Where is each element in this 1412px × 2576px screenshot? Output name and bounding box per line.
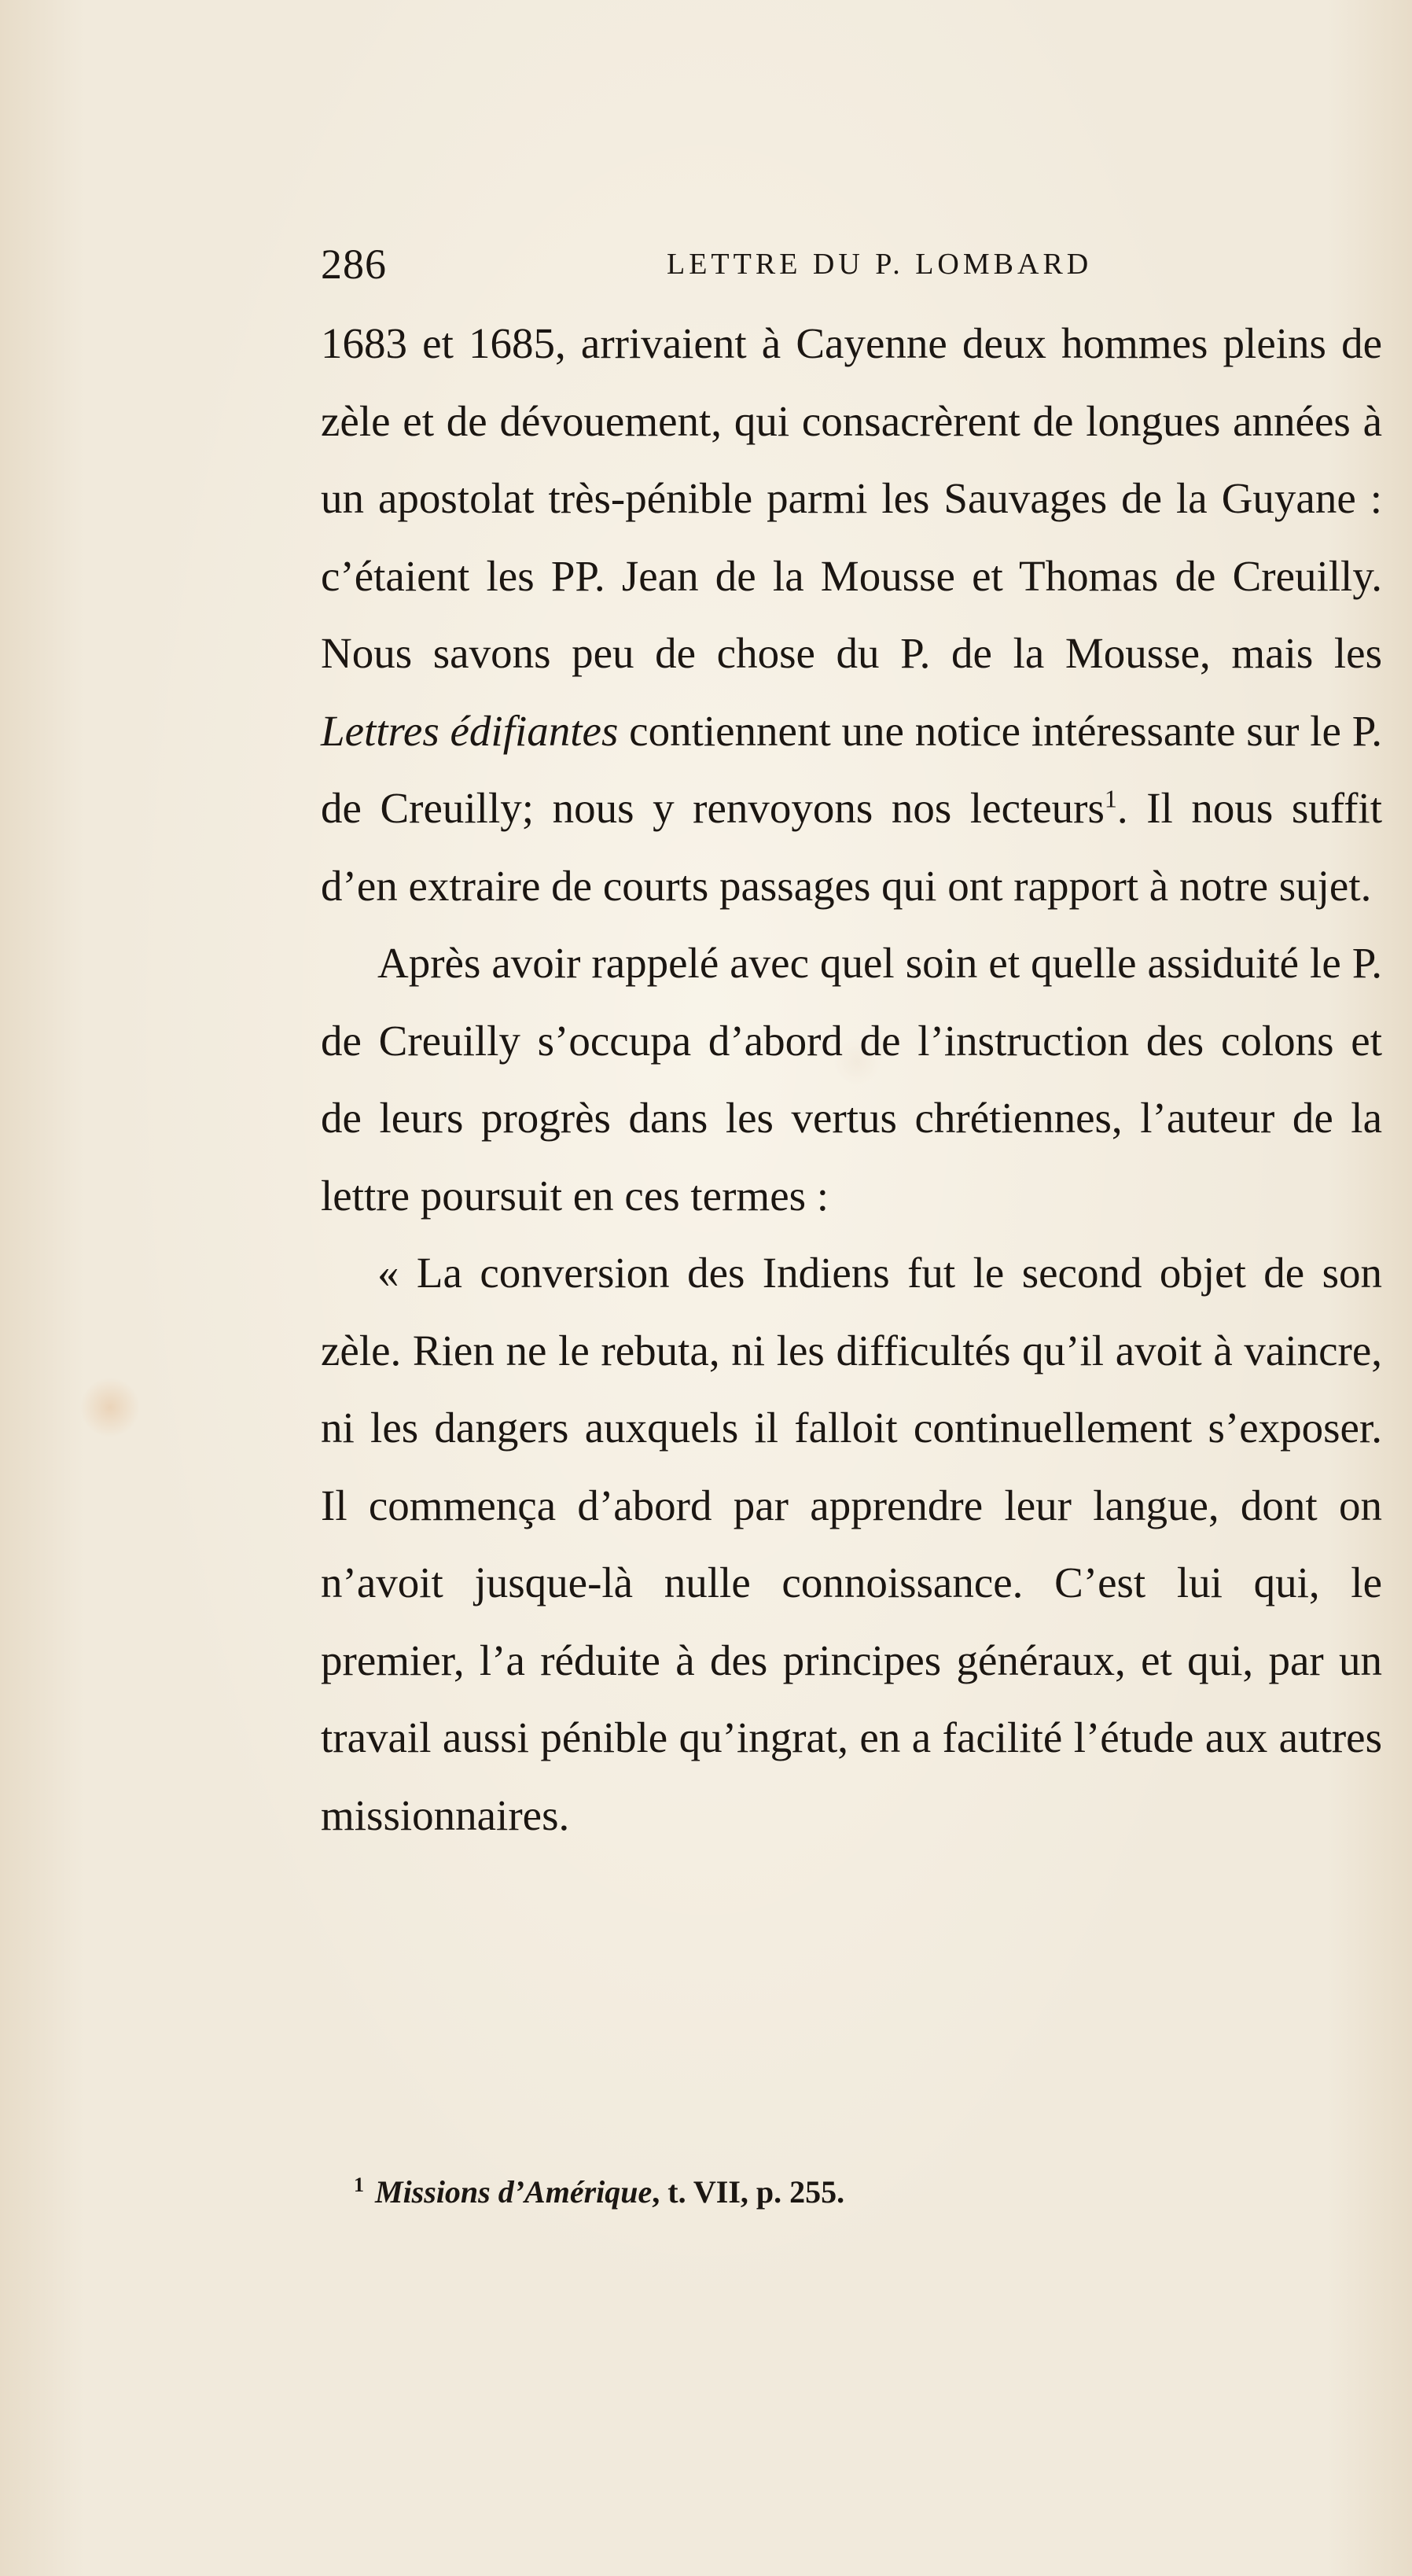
paragraph-2: Après avoir rappelé avec quel soin et quelle assiduité le P. de Creuilly s’occupa d’abord de l’instruction des colons et de leurs progrès dans les vertus chrétiennes, l’auteur de la lettre poursuit en ces termes : xyxy=(321,939,1382,1220)
footnote xyxy=(354,2169,1376,2216)
body-text xyxy=(321,305,1382,1854)
paragraph-1-text: 1683 et 1685, arrivaient à Cayenne deux hommes pleins de zèle et de dévouement, qui consacrèrent de longues années à un apostolat très-pénible parmi les Sauvages de la Guyane : c’étaient les PP. Jean de la Mousse et Thomas de Creuilly. Nous savons peu de chose du P. de la Mousse, mais les xyxy=(321,319,1382,677)
footnote-mark: 1 xyxy=(354,2173,364,2196)
running-head xyxy=(321,233,1382,296)
footnote-source-title: Missions d’Amérique xyxy=(375,2174,653,2210)
paragraph-1-text-after-title: contiennent une notice intéressante sur le P. de Creuilly; nous y renvoyons nos lecteurs xyxy=(321,706,1382,832)
running-title: LETTRE DU P. LOMBARD xyxy=(667,248,1093,281)
paragraph-1-italic-title: Lettres édifiantes xyxy=(321,706,619,755)
footnote-citation: , t. VII, p. 255. xyxy=(652,2174,845,2210)
footnote-reference: 1 xyxy=(1104,784,1117,813)
paragraph-1 xyxy=(321,305,1382,925)
paragraph-1-text-end: . Il nous suffit d’en extraire de courts passages qui ont rapport à notre sujet. xyxy=(321,784,1382,910)
paragraph-3-quotation: « La conversion des Indiens fut le second objet de son zèle. Rien ne le rebuta, ni les difficultés qu’il avoit à vaincre, ni les dangers auxquels il falloit continuellement s’exposer. Il commença d’abord par apprendre leur langue, dont on n’avoit jusque-là nulle connoissance. C’est lui qui, le premier, l’a réduite à des principes généraux, et qui, par un travail aussi pénible qu’ingrat, en a facilité l’étude aux autres missionnaires. xyxy=(321,1249,1382,1839)
page-number: 286 xyxy=(321,241,387,288)
